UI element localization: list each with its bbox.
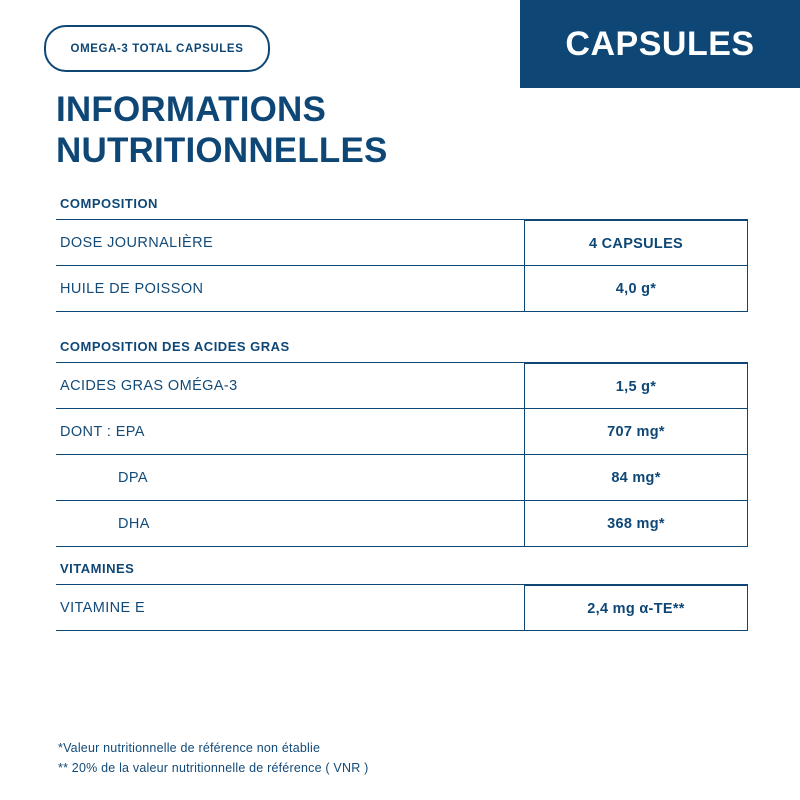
- row-value-box: [524, 409, 748, 455]
- row-value: 4 CAPSULES: [588, 235, 684, 252]
- row-value-box: [524, 501, 748, 547]
- row-value-box: [524, 266, 748, 312]
- row-label: ACIDES GRAS OMÉGA-3: [60, 377, 238, 394]
- row-value-box: [524, 585, 748, 631]
- row-value: 2,4 mg α-TE**: [587, 600, 685, 617]
- capsules-banner-label: CAPSULES: [565, 24, 755, 63]
- row-label: DHA: [118, 515, 150, 532]
- row-value-box: [524, 363, 748, 409]
- table-row: [56, 409, 748, 455]
- footnote-2: ** 20% de la valeur nutritionnelle de référence ( VNR ): [58, 761, 369, 775]
- row-label: DONT : EPA: [60, 423, 145, 440]
- row-value: 368 mg*: [607, 516, 665, 532]
- table-row: [56, 363, 748, 409]
- page-title-line2: NUTRITIONNELLES: [56, 130, 388, 170]
- section-heading: COMPOSITION: [60, 196, 158, 211]
- spacer: [56, 547, 748, 561]
- row-value: 84 mg*: [611, 470, 661, 486]
- row-value: 707 mg*: [607, 424, 665, 440]
- table-row: [56, 585, 748, 631]
- row-value-box: [524, 455, 748, 501]
- page-title-line1: INFORMATIONS: [56, 90, 327, 129]
- table-row: [56, 455, 748, 501]
- spacer: [56, 312, 748, 339]
- product-badge: [44, 25, 270, 72]
- section-composition: [56, 196, 748, 312]
- row-label: DPA: [118, 469, 148, 486]
- row-value: 4,0 g*: [615, 281, 657, 297]
- page-title: [56, 90, 388, 172]
- row-label: VITAMINE E: [60, 599, 146, 616]
- capsules-banner: [520, 0, 800, 88]
- section-vitamins: [56, 561, 748, 631]
- table-row: [56, 266, 748, 312]
- row-label: DOSE JOURNALIÈRE: [60, 234, 214, 251]
- nutrition-table: [56, 196, 748, 631]
- row-value-box: [524, 220, 748, 266]
- footnote-1: *Valeur nutritionnelle de référence non établie: [58, 741, 321, 755]
- section-heading: VITAMINES: [60, 561, 135, 576]
- table-row: [56, 220, 748, 266]
- table-row: [56, 501, 748, 547]
- section-heading: COMPOSITION DES ACIDES GRAS: [60, 339, 290, 354]
- section-fatty-acids: [56, 339, 748, 547]
- row-value: 1,5 g*: [615, 378, 657, 395]
- product-badge-label: OMEGA-3 TOTAL CAPSULES: [70, 42, 244, 55]
- footnotes: [58, 738, 368, 778]
- row-label: HUILE DE POISSON: [60, 280, 204, 297]
